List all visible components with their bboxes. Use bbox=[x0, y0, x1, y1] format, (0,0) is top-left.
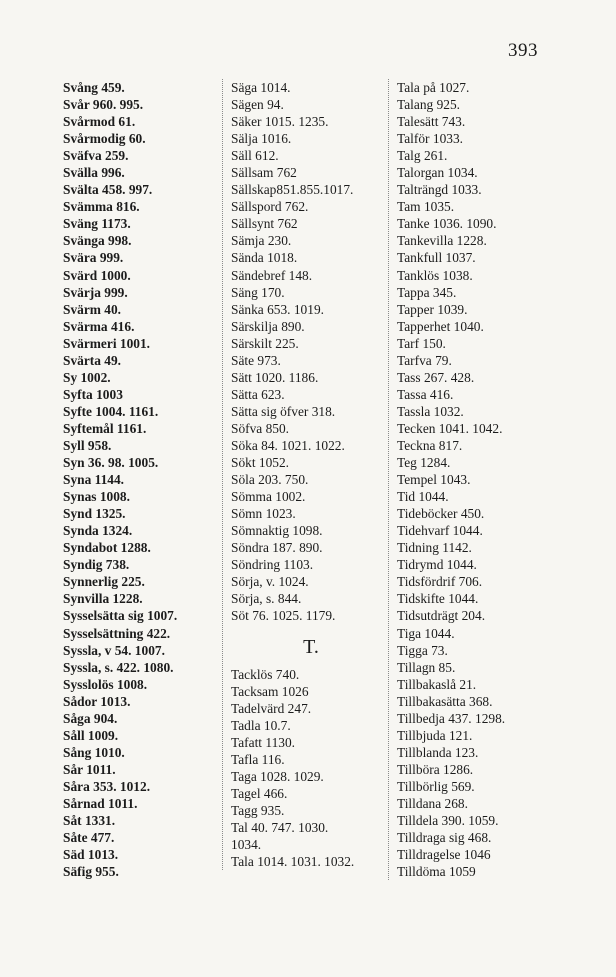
index-entry: Sända 1018. bbox=[231, 250, 298, 266]
index-entry: Sväfva 259. bbox=[63, 148, 129, 164]
index-entry: Svång 459. bbox=[63, 80, 125, 95]
index-entry: Sväng 1173. bbox=[63, 216, 131, 232]
index-column-3 bbox=[388, 79, 557, 880]
index-entry: Tillböra 1286. bbox=[397, 761, 474, 777]
index-entry: Tillbakasätta 368. bbox=[397, 693, 493, 709]
index-entry: Tillbakaslå 21. bbox=[397, 676, 477, 692]
index-entry: Tidehvarf 1044. bbox=[397, 523, 483, 539]
index-entry: Tilldragelse 1046 bbox=[397, 847, 491, 863]
index-entry: Teckna 817. bbox=[397, 437, 463, 453]
index-entry: Taga 1028. 1029. bbox=[231, 768, 324, 784]
index-entry: Tagel 466. bbox=[231, 785, 288, 801]
index-entry: Såra 353. 1012. bbox=[63, 778, 151, 794]
index-entry: Tassla 1032. bbox=[397, 403, 464, 419]
index-entry: Säd 1013. bbox=[63, 847, 119, 863]
index-entry: Tidning 1142. bbox=[397, 540, 472, 556]
index-entry: Sägen 94. bbox=[231, 97, 284, 113]
index-entry: Tankevilla 1228. bbox=[397, 233, 487, 249]
index-entry: Särskilt 225. bbox=[231, 335, 299, 351]
index-entry: Sänka 653. 1019. bbox=[231, 301, 324, 317]
index-entry: Säng 170. bbox=[231, 284, 285, 300]
index-entry: Tadla 10.7. bbox=[231, 717, 291, 733]
index-entry: Synd 1325. bbox=[63, 506, 126, 522]
index-entry: Svärta 49. bbox=[63, 352, 122, 368]
index-entry: Sömma 1002. bbox=[231, 489, 306, 505]
index-entry: Syll 958. bbox=[63, 437, 112, 453]
index-entry: Sätta 623. bbox=[231, 386, 285, 402]
index-entry: Tala 1014. 1031. 1032. bbox=[231, 854, 355, 870]
index-entry: Svärja 999. bbox=[63, 284, 128, 300]
index-entry: Tal 40. 747. 1030. bbox=[231, 819, 329, 835]
index-entry: Svämma 816. bbox=[63, 199, 140, 215]
index-entry: Tidrymd 1044. bbox=[397, 557, 477, 573]
index-entry: Tassa 416. bbox=[397, 386, 454, 402]
index-entry: Sysslolös 1008. bbox=[63, 676, 148, 692]
index-entry: Sång 1010. bbox=[63, 744, 125, 760]
index-entry: Tillagn 85. bbox=[397, 659, 456, 675]
index-entry: Sömn 1023. bbox=[231, 506, 296, 522]
index-entry: Tala på 1027. bbox=[397, 80, 470, 95]
index-entry: Sökt 1052. bbox=[231, 455, 290, 471]
index-entry: Sy 1002. bbox=[63, 369, 111, 385]
index-entry: Sällsynt 762 bbox=[231, 216, 298, 232]
index-entry: Tigga 73. bbox=[397, 642, 448, 658]
index-entry: Söndring 1103. bbox=[231, 557, 314, 573]
index-entry: Svärma 416. bbox=[63, 318, 135, 334]
index-entry: Syn 36. 98. 1005. bbox=[63, 455, 159, 471]
index-entry: Tapper 1039. bbox=[397, 301, 468, 317]
index-entry: Svårmodig 60. bbox=[63, 131, 146, 147]
index-entry: Tillblanda 123. bbox=[397, 744, 479, 760]
index-entry: Tarfva 79. bbox=[397, 352, 452, 368]
index-entry: Svälla 996. bbox=[63, 165, 125, 181]
index-entry: Sällsam 762 bbox=[231, 165, 297, 181]
index-entry: Sömnaktig 1098. bbox=[231, 523, 323, 539]
index-entry: Söndra 187. 890. bbox=[231, 540, 323, 556]
index-entry: Svänga 998. bbox=[63, 233, 132, 249]
index-entry: Särskilja 890. bbox=[231, 318, 305, 334]
index-entry: Synda 1324. bbox=[63, 523, 133, 539]
index-entry: Sår 1011. bbox=[63, 761, 116, 777]
index-entry: Tillbedja 437. 1298. bbox=[397, 710, 506, 726]
index-entry: Syfta 1003 bbox=[63, 386, 123, 402]
index-entry: Söt 76. 1025. 1179. bbox=[231, 608, 336, 624]
index-entry: Sätta sig öfver 318. bbox=[231, 403, 336, 419]
index-entry: Svärm 40. bbox=[63, 301, 122, 317]
index-entry: Säga 1014. bbox=[231, 80, 291, 95]
index-entry: Såll 1009. bbox=[63, 727, 119, 743]
index-entry: Tilldraga sig 468. bbox=[397, 830, 492, 846]
index-entry: Sämja 230. bbox=[231, 233, 292, 249]
index-entry: 1034. bbox=[231, 837, 262, 853]
index-entry: Tid 1044. bbox=[397, 489, 449, 505]
index-entry: Sårnad 1011. bbox=[63, 795, 138, 811]
index-entry: Synas 1008. bbox=[63, 489, 130, 505]
index-entry: Söfva 850. bbox=[231, 420, 290, 436]
index-entry: Tappa 345. bbox=[397, 284, 457, 300]
index-entry: Tillbörlig 569. bbox=[397, 778, 475, 794]
index-entry: Svärd 1000. bbox=[63, 267, 131, 283]
index-entry: Teg 1284. bbox=[397, 455, 451, 471]
index-entry: Svårmod 61. bbox=[63, 114, 136, 130]
index-entry: Tanklös 1038. bbox=[397, 267, 473, 283]
index-entry: Såte 477. bbox=[63, 830, 115, 846]
index-entry: Tarf 150. bbox=[397, 335, 446, 351]
index-entry: Sysselsättning 422. bbox=[63, 625, 171, 641]
index-entry: Talför 1033. bbox=[397, 131, 463, 147]
index-entry: Talträngd 1033. bbox=[397, 182, 482, 198]
index-entry: Sådor 1013. bbox=[63, 693, 131, 709]
index-entry: Tafatt 1130. bbox=[231, 734, 296, 750]
index-entry: Talorgan 1034. bbox=[397, 165, 478, 181]
index-entry: Tecken 1041. 1042. bbox=[397, 420, 503, 436]
index-entry: Tilldela 390. 1059. bbox=[397, 813, 499, 829]
index-entry: Tempel 1043. bbox=[397, 472, 471, 488]
index-entry: Sändebref 148. bbox=[231, 267, 313, 283]
index-entry: Tacklös 740. bbox=[231, 666, 300, 682]
index-entry: Säfig 955. bbox=[63, 864, 119, 880]
index-entry: Synnerlig 225. bbox=[63, 574, 145, 590]
index-entry: Tidsfördrif 706. bbox=[397, 574, 483, 590]
index-entry: Tillbjuda 121. bbox=[397, 727, 473, 743]
index-entry: Tam 1035. bbox=[397, 199, 455, 215]
index-entry: Tilldana 268. bbox=[397, 795, 468, 811]
index-column-2 bbox=[222, 79, 401, 870]
index-entry: Svärmeri 1001. bbox=[63, 335, 151, 351]
index-entry: Sörja, v. 1024. bbox=[231, 574, 309, 590]
index-entry: Tankfull 1037. bbox=[397, 250, 476, 266]
index-entry: Talesätt 743. bbox=[397, 114, 466, 130]
index-entry: Syna 1144. bbox=[63, 472, 125, 488]
index-entry: Sörja, s. 844. bbox=[231, 591, 302, 607]
index-entry: Syfte 1004. 1161. bbox=[63, 403, 159, 419]
index-entry: Tilldöma 1059 bbox=[397, 864, 476, 880]
column-2-entries-t bbox=[231, 666, 401, 871]
index-entry: Synvilla 1228. bbox=[63, 591, 143, 607]
index-entry: Såt 1331. bbox=[63, 813, 116, 829]
index-entry: Tidsutdrägt 204. bbox=[397, 608, 486, 624]
index-entry: Tacksam 1026 bbox=[231, 683, 309, 699]
index-entry: Säte 973. bbox=[231, 352, 281, 368]
index-entry: Säker 1015. 1235. bbox=[231, 114, 329, 130]
index-entry: Syndabot 1288. bbox=[63, 540, 151, 556]
index-entry: Söla 203. 750. bbox=[231, 472, 309, 488]
index-column-1 bbox=[63, 79, 223, 880]
index-entry: Säll 612. bbox=[231, 148, 279, 164]
index-entry: Tafla 116. bbox=[231, 751, 285, 767]
index-entry: Sällskap851.855.1017. bbox=[231, 182, 354, 198]
index-entry: Tadelvärd 247. bbox=[231, 700, 312, 716]
index-entry: Svår 960. 995. bbox=[63, 97, 144, 113]
index-entry: Såga 904. bbox=[63, 710, 118, 726]
letter-heading-t: T. bbox=[303, 635, 319, 658]
index-entry: Syftemål 1161. bbox=[63, 420, 147, 436]
index-entry: Syndig 738. bbox=[63, 557, 130, 573]
index-entry: Tapperhet 1040. bbox=[397, 318, 484, 334]
index-entry: Tagg 935. bbox=[231, 802, 285, 818]
page-number: 393 bbox=[508, 40, 538, 61]
index-entry: Sällspord 762. bbox=[231, 199, 309, 215]
index-entry: Tidskifte 1044. bbox=[397, 591, 479, 607]
index-entry: Tiga 1044. bbox=[397, 625, 455, 641]
index-entry: Tass 267. 428. bbox=[397, 369, 475, 385]
index-entry: Söka 84. 1021. 1022. bbox=[231, 437, 345, 453]
index-entry: Svälta 458. 997. bbox=[63, 182, 153, 198]
index-entry: Sysselsätta sig 1007. bbox=[63, 608, 178, 624]
index-entry: Sätt 1020. 1186. bbox=[231, 369, 319, 385]
index-entry: Syssla, v 54. 1007. bbox=[63, 642, 165, 658]
index-entry: Syssla, s. 422. 1080. bbox=[63, 659, 174, 675]
index-entry: Talang 925. bbox=[397, 97, 461, 113]
index-entry: Svära 999. bbox=[63, 250, 124, 266]
index-entry: Tideböcker 450. bbox=[397, 506, 485, 522]
column-2-entries-s bbox=[231, 79, 401, 625]
index-entry: Talg 261. bbox=[397, 148, 448, 164]
index-entry: Tanke 1036. 1090. bbox=[397, 216, 497, 232]
index-entry: Sälja 1016. bbox=[231, 131, 292, 147]
